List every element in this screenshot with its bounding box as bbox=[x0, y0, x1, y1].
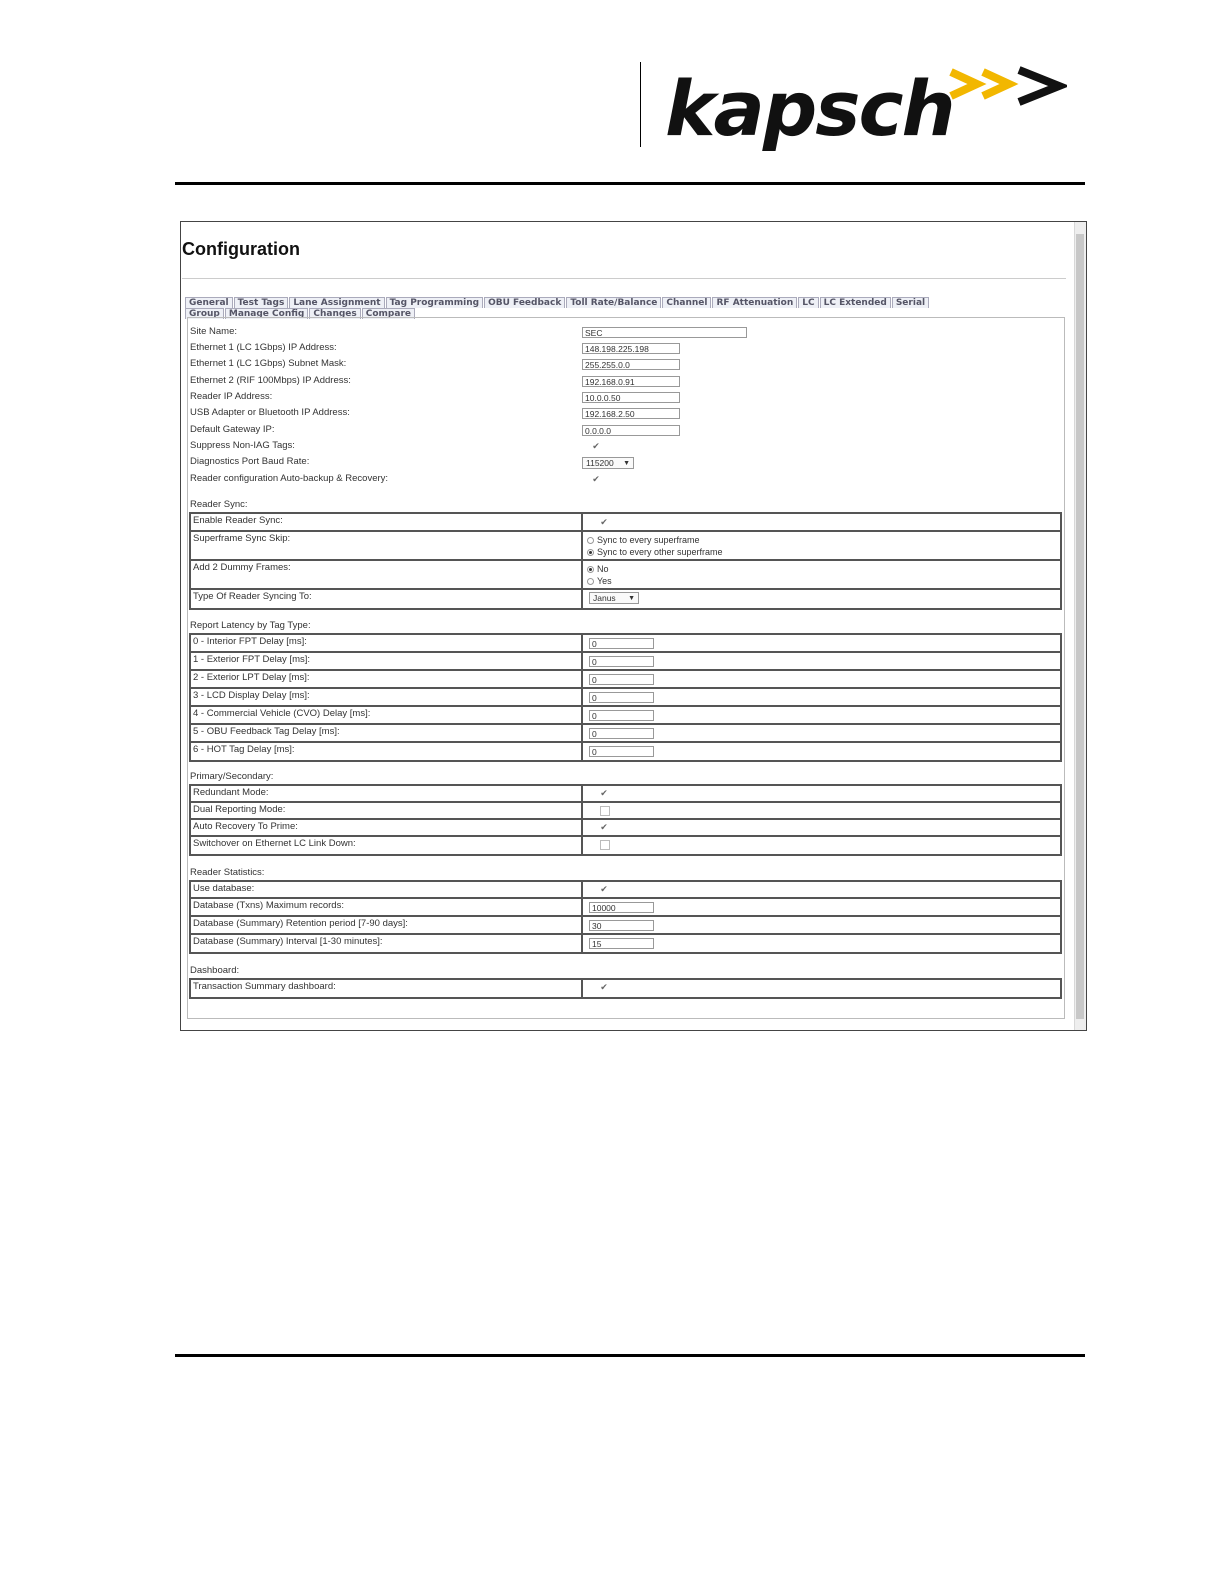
latency-input[interactable]: 0 bbox=[589, 728, 654, 739]
chevron-down-icon: ▼ bbox=[623, 460, 630, 467]
latency-table bbox=[189, 633, 1062, 762]
reader-ip-input[interactable]: 10.0.0.50 bbox=[582, 392, 680, 403]
latency-input[interactable]: 0 bbox=[589, 656, 654, 667]
latency-label: 2 - Exterior LPT Delay [ms]: bbox=[193, 672, 310, 683]
sync-type-select[interactable] bbox=[589, 592, 639, 604]
general-panel bbox=[187, 317, 1065, 1019]
eth1-ip-label: Ethernet 1 (LC 1Gbps) IP Address: bbox=[190, 342, 337, 353]
auto-recovery-checkbox[interactable]: ✔ bbox=[600, 822, 608, 832]
reader-sync-table bbox=[189, 512, 1062, 610]
eth1-mask-input[interactable]: 255.255.0.0 bbox=[582, 359, 680, 370]
transaction-summary-checkbox[interactable]: ✔ bbox=[600, 982, 608, 992]
radio-selected-icon bbox=[587, 566, 594, 573]
tab-toll-rate-balance[interactable]: Toll Rate/Balance bbox=[566, 297, 661, 308]
table-row bbox=[191, 786, 1060, 803]
switchover-checkbox[interactable] bbox=[600, 840, 610, 850]
switchover-label: Switchover on Ethernet LC Link Down: bbox=[193, 838, 356, 849]
site-name-label: Site Name: bbox=[190, 326, 237, 337]
table-row bbox=[191, 671, 1060, 689]
eth1-ip-input[interactable]: 148.198.225.198 bbox=[582, 343, 680, 354]
vertical-scrollbar[interactable] bbox=[1074, 222, 1086, 1030]
redundant-mode-checkbox[interactable]: ✔ bbox=[600, 788, 608, 798]
use-database-label: Use database: bbox=[193, 883, 255, 894]
latency-heading: Report Latency by Tag Type: bbox=[190, 620, 311, 631]
superframe-option-other[interactable]: Sync to every other superframe bbox=[587, 546, 723, 558]
header-rule bbox=[175, 182, 1085, 185]
table-row bbox=[191, 917, 1060, 935]
dummy-option-yes[interactable]: Yes bbox=[587, 575, 612, 587]
tab-manage-config[interactable]: Manage Config bbox=[225, 308, 309, 319]
tab-serial[interactable]: Serial bbox=[892, 297, 929, 308]
tab-lane-assignment[interactable]: Lane Assignment bbox=[289, 297, 384, 308]
db-max-records-input[interactable]: 10000 bbox=[589, 902, 654, 913]
table-row bbox=[191, 689, 1060, 707]
tab-tag-programming[interactable]: Tag Programming bbox=[386, 297, 484, 308]
radio-selected-icon bbox=[587, 549, 594, 556]
radio-icon bbox=[587, 578, 594, 585]
title-divider bbox=[182, 278, 1066, 279]
table-row bbox=[191, 837, 1060, 854]
latency-input[interactable]: 0 bbox=[589, 674, 654, 685]
suppress-checkbox[interactable]: ✔ bbox=[592, 441, 600, 451]
site-name-input[interactable]: SEC bbox=[582, 327, 747, 338]
autobackup-label: Reader configuration Auto-backup & Recovery: bbox=[190, 473, 389, 484]
latency-input[interactable]: 0 bbox=[589, 746, 654, 757]
table-row bbox=[191, 590, 1060, 608]
baud-select[interactable] bbox=[582, 457, 634, 469]
suppress-label: Suppress Non-IAG Tags: bbox=[190, 440, 295, 451]
enable-sync-label: Enable Reader Sync: bbox=[193, 515, 283, 526]
tab-lc-extended[interactable]: LC Extended bbox=[820, 297, 891, 308]
scrollbar-thumb[interactable] bbox=[1076, 234, 1084, 1019]
radio-icon bbox=[587, 537, 594, 544]
transaction-summary-label: Transaction Summary dashboard: bbox=[193, 981, 336, 992]
superframe-label: Superframe Sync Skip: bbox=[193, 533, 291, 544]
latency-input[interactable]: 0 bbox=[589, 692, 654, 703]
latency-label: 6 - HOT Tag Delay [ms]: bbox=[193, 744, 295, 755]
tab-channel[interactable]: Channel bbox=[662, 297, 711, 308]
autobackup-checkbox[interactable]: ✔ bbox=[592, 474, 600, 484]
logo-chevrons-icon bbox=[947, 64, 1067, 114]
latency-label: 0 - Interior FPT Delay [ms]: bbox=[193, 636, 307, 647]
dummy-option-no[interactable]: No bbox=[587, 563, 612, 575]
table-row bbox=[191, 935, 1060, 952]
config-window bbox=[180, 221, 1087, 1031]
table-row bbox=[191, 882, 1060, 899]
latency-label: 4 - Commercial Vehicle (CVO) Delay [ms]: bbox=[193, 708, 371, 719]
tab-lc[interactable]: LC bbox=[798, 297, 818, 308]
gateway-label: Default Gateway IP: bbox=[190, 424, 275, 435]
eth2-ip-label: Ethernet 2 (RIF 100Mbps) IP Address: bbox=[190, 375, 351, 386]
auto-recovery-label: Auto Recovery To Prime: bbox=[193, 821, 298, 832]
enable-sync-checkbox[interactable]: ✔ bbox=[600, 517, 608, 527]
baud-value: 115200 bbox=[586, 458, 614, 468]
eth1-mask-label: Ethernet 1 (LC 1Gbps) Subnet Mask: bbox=[190, 358, 347, 369]
table-row bbox=[191, 532, 1060, 561]
page-title: Configuration bbox=[182, 239, 300, 259]
table-row bbox=[191, 743, 1060, 760]
primary-secondary-heading: Primary/Secondary: bbox=[190, 771, 274, 782]
gateway-input[interactable]: 0.0.0.0 bbox=[582, 425, 680, 436]
reader-ip-label: Reader IP Address: bbox=[190, 391, 273, 402]
tab-changes[interactable]: Changes bbox=[309, 308, 360, 319]
tab-obu-feedback[interactable]: OBU Feedback bbox=[484, 297, 565, 308]
logo-wordmark: kapsch bbox=[665, 64, 954, 153]
tab-group[interactable]: Group bbox=[185, 308, 224, 319]
tab-bar bbox=[185, 297, 965, 319]
chevron-down-icon: ▼ bbox=[628, 595, 635, 602]
footer-rule bbox=[175, 1354, 1085, 1357]
dual-reporting-checkbox[interactable] bbox=[600, 806, 610, 816]
tab-rf-attenuation[interactable]: RF Attenuation bbox=[712, 297, 797, 308]
tab-test-tags[interactable]: Test Tags bbox=[234, 297, 289, 308]
dummy-frames-label: Add 2 Dummy Frames: bbox=[193, 562, 291, 573]
table-row bbox=[191, 635, 1060, 653]
reader-stats-heading: Reader Statistics: bbox=[190, 867, 265, 878]
baud-label: Diagnostics Port Baud Rate: bbox=[190, 456, 310, 467]
latency-input[interactable]: 0 bbox=[589, 638, 654, 649]
eth2-ip-input[interactable]: 192.168.0.91 bbox=[582, 376, 680, 387]
superframe-option-every[interactable]: Sync to every superframe bbox=[587, 534, 723, 546]
sync-type-value: Janus bbox=[593, 593, 616, 603]
latency-label: 1 - Exterior FPT Delay [ms]: bbox=[193, 654, 311, 665]
table-row bbox=[191, 653, 1060, 671]
table-row bbox=[191, 725, 1060, 743]
latency-label: 5 - OBU Feedback Tag Delay [ms]: bbox=[193, 726, 340, 737]
tab-compare[interactable]: Compare bbox=[362, 308, 415, 319]
db-max-records-label: Database (Txns) Maximum records: bbox=[193, 900, 344, 911]
db-interval-label: Database (Summary) Interval [1-30 minutes]: bbox=[193, 936, 383, 947]
table-row bbox=[191, 514, 1060, 532]
db-retention-input[interactable]: 30 bbox=[589, 920, 654, 931]
table-row bbox=[191, 707, 1060, 725]
table-row bbox=[191, 899, 1060, 917]
reader-sync-heading: Reader Sync: bbox=[190, 499, 248, 510]
kapsch-logo bbox=[665, 62, 1075, 152]
dashboard-table bbox=[189, 978, 1062, 999]
header-divider bbox=[640, 62, 641, 147]
usb-ip-label: USB Adapter or Bluetooth IP Address: bbox=[190, 407, 350, 418]
primary-secondary-table bbox=[189, 784, 1062, 856]
latency-label: 3 - LCD Display Delay [ms]: bbox=[193, 690, 310, 701]
dual-reporting-label: Dual Reporting Mode: bbox=[193, 804, 286, 815]
dashboard-heading: Dashboard: bbox=[190, 965, 240, 976]
redundant-mode-label: Redundant Mode: bbox=[193, 787, 269, 798]
latency-input[interactable]: 0 bbox=[589, 710, 654, 721]
use-database-checkbox[interactable]: ✔ bbox=[600, 884, 608, 894]
sync-type-label: Type Of Reader Syncing To: bbox=[193, 591, 312, 602]
table-row bbox=[191, 561, 1060, 590]
tab-general[interactable]: General bbox=[185, 297, 233, 308]
table-row bbox=[191, 803, 1060, 820]
db-retention-label: Database (Summary) Retention period [7-90 days]: bbox=[193, 918, 408, 929]
table-row bbox=[191, 980, 1060, 997]
usb-ip-input[interactable]: 192.168.2.50 bbox=[582, 408, 680, 419]
reader-stats-table bbox=[189, 880, 1062, 954]
db-interval-input[interactable]: 15 bbox=[589, 938, 654, 949]
table-row bbox=[191, 820, 1060, 837]
